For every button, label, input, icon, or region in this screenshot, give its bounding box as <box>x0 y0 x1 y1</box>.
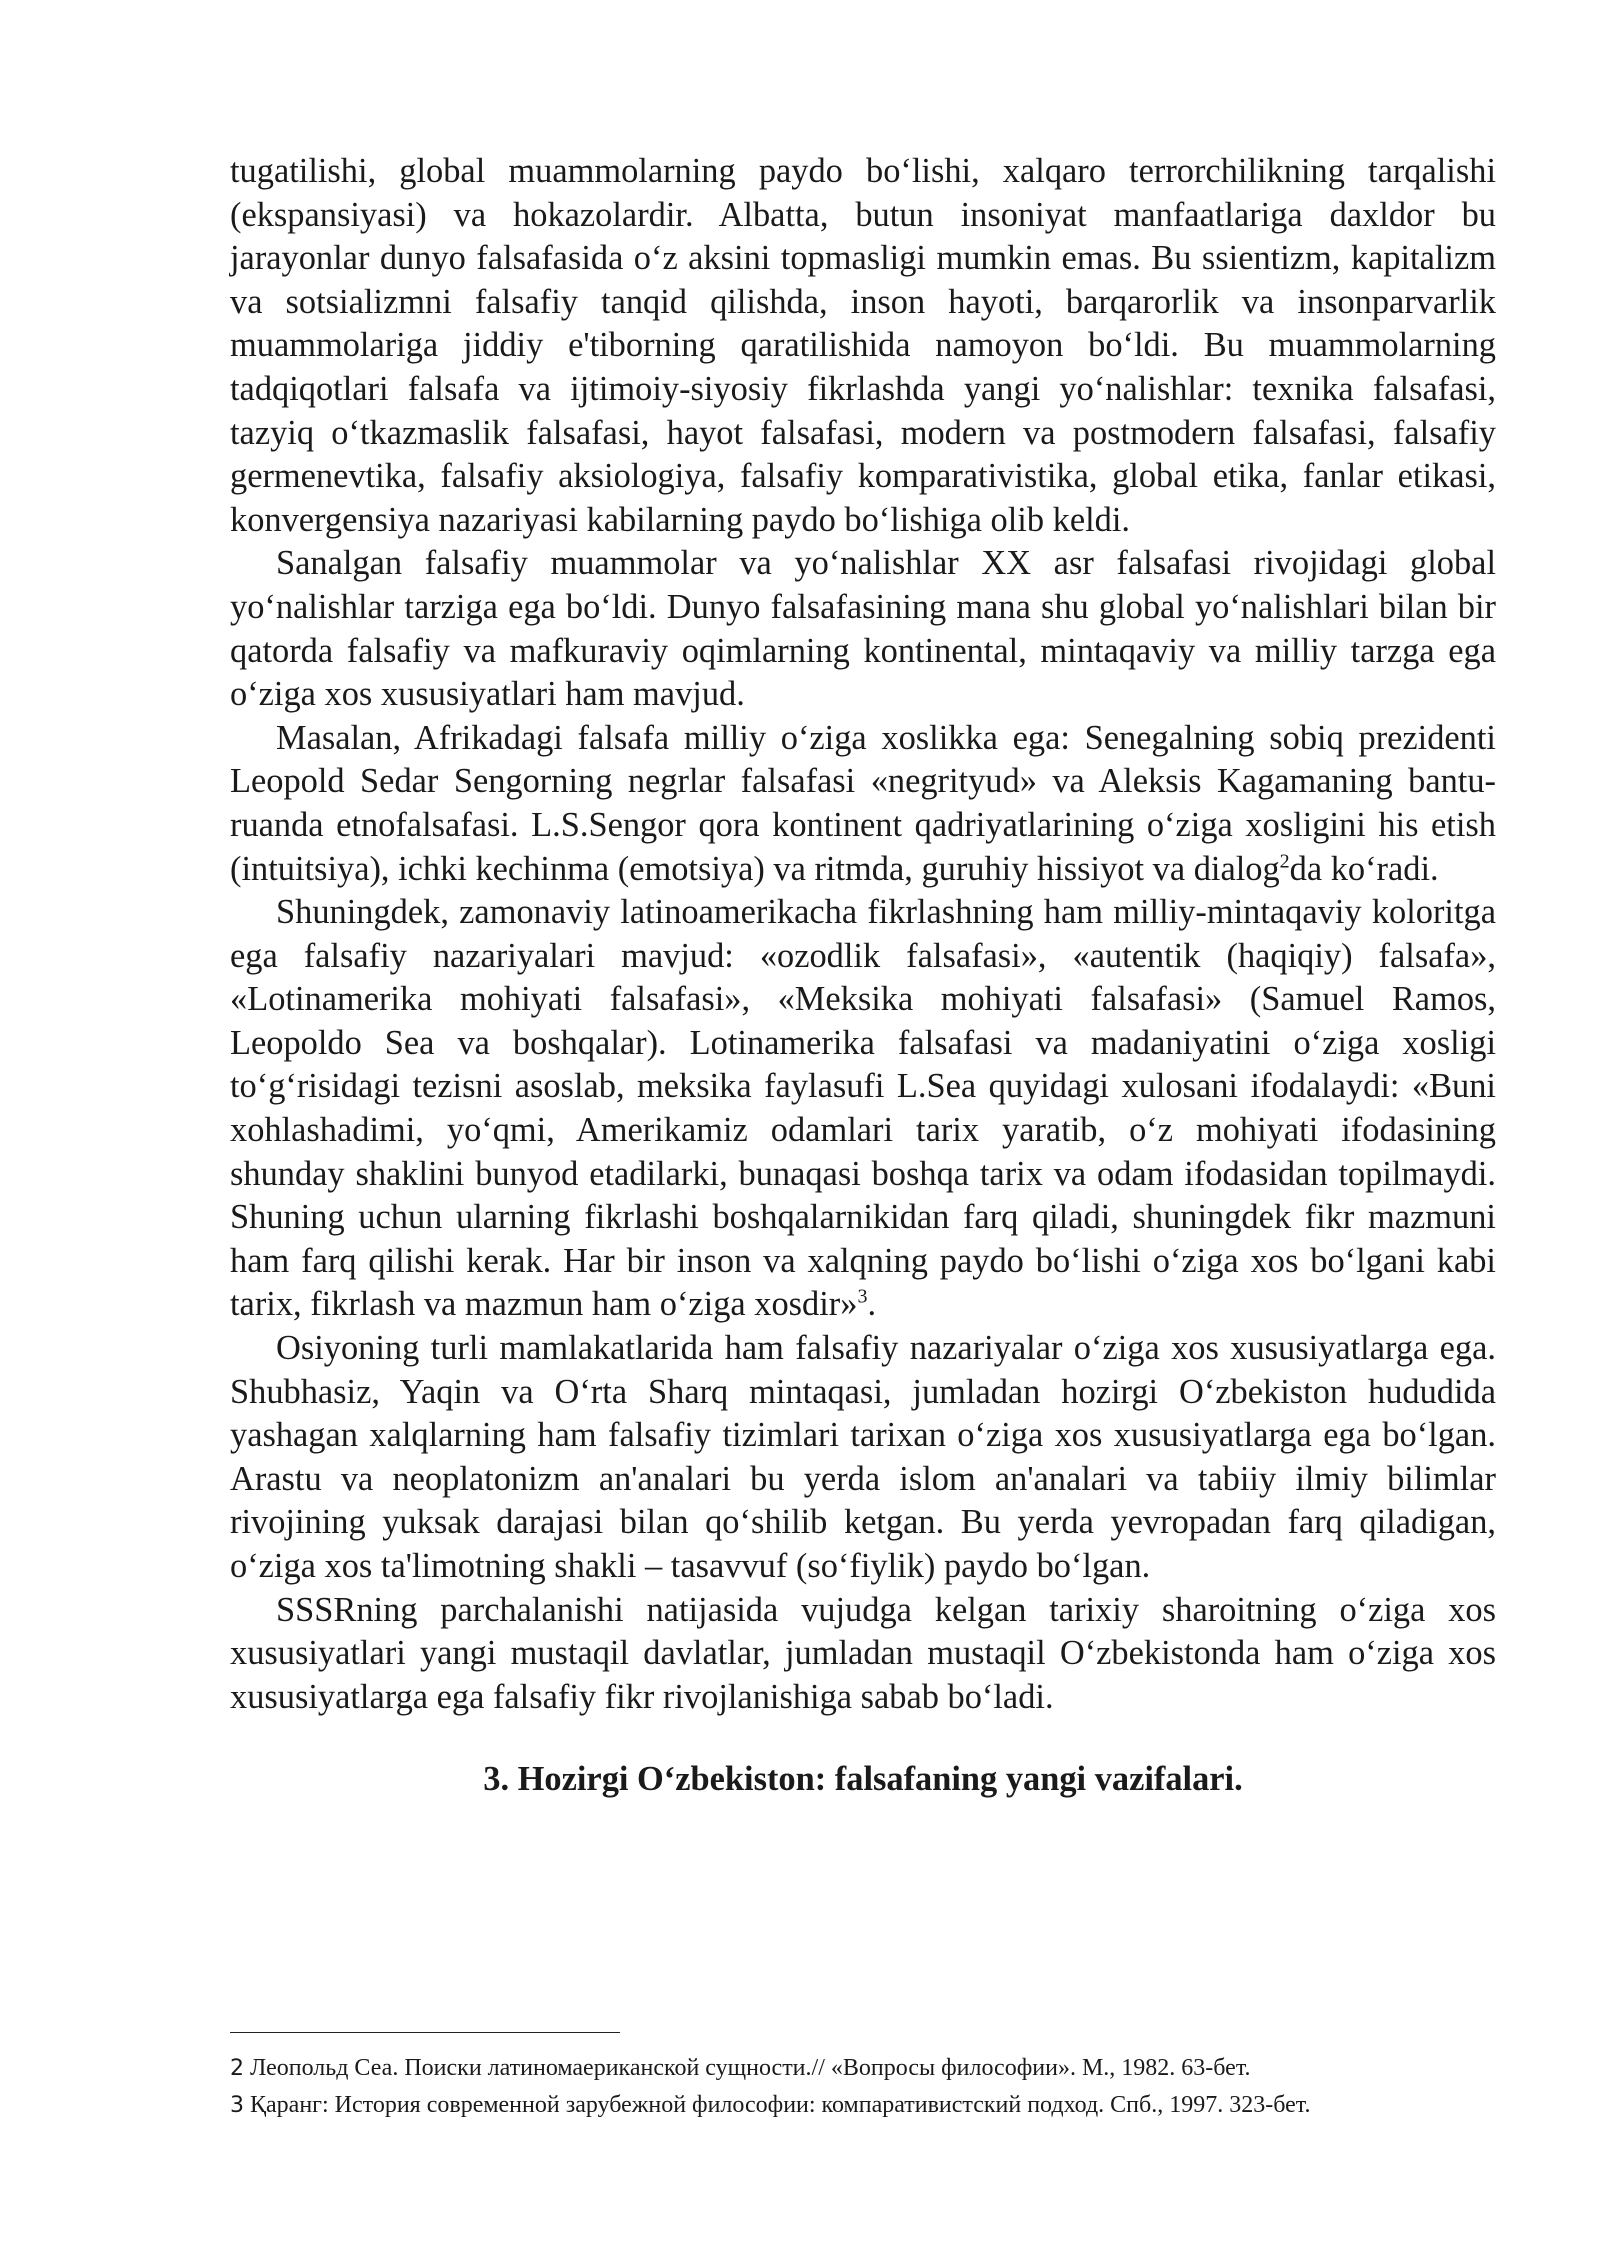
footnote-divider <box>230 2032 620 2033</box>
section-heading: 3. Hozirgi O‘zbekiston: falsafaning yangi vazifalari. <box>483 1760 1243 1799</box>
footnotes <box>230 2050 1496 2124</box>
paragraph-4-text-end: . <box>867 1285 877 1324</box>
paragraph-2: Sanalgan falsafiy muammolar va yo‘nalishlar XX asr falsafasi rivojidagi global yo‘nalishlar tarziga ega bo‘ldi. Dunyo falsafasining mana shu global yo‘nalishlari bilan bir qatorda falsafiy va mafkuraviy oqimlarning kontinental, mintaqaviy va milliy tarzga ega o‘ziga xos xususiyatlari ham mavjud. <box>230 544 1496 714</box>
footnote-3 <box>230 2087 1496 2124</box>
paragraph-3 <box>230 717 1496 891</box>
paragraph-3-text: Masalan, Afrikadagi falsafa milliy o‘ziga xoslikka ega: Senegalning sobiq prezidenti Leopold Sedar Sengorning negrlar falsafasi «negrityud» va Aleksis Kagamaning bantu-ruanda etnofalsafasi. L.S.Sengor qora kontinent qadriyatlarining o‘ziga xosligini his etish (intuitsiya), ichki kechinma (emotsiya) va ritmda, guruhiy hissiyot va dialog <box>230 718 1496 888</box>
footnote-ref-2[interactable]: 2 <box>1279 850 1290 873</box>
footnote-number: 2 <box>230 2056 244 2081</box>
paragraph-1: tugatilishi, global muammolarning paydo bo‘lishi, xalqaro terrorchilikning tarqalishi (ekspansiyasi) va hokazolardir. Albatta, butun insoniyat manfaatlariga daxldor bu jarayonlar dunyo falsafasida o‘z aksini topmasligi mumkin emas. Bu ssientizm, kapitalizm va sotsializmni falsafiy tanqid qilishda, inson hayoti, barqarorlik va insonparvarlik muammolariga jiddiy e'tiborning qaratilishida namoyon bo‘ldi. Bu muammolarning tadqiqotlari falsafa va ijtimoiy-siyosiy fikrlashda yangi yo‘nalishlar: texnika falsafasi, tazyiq o‘tkazmaslik falsafasi, hayot falsafasi, modern va postmodern falsafasi, falsafiy germenevtika, falsafiy aksiologiya, falsafiy komparativistika, global etika, fanlar etikasi, konvergensiya nazariyasi kabilarning paydo bo‘lishiga olib keldi. <box>230 152 1496 539</box>
paragraph-5: Osiyoning turli mamlakatlarida ham falsafiy nazariyalar o‘ziga xos xususiyatlarga ega. Shubhasiz, Yaqin va O‘rta Sharq mintaqasi, jumladan hozirgi O‘zbekiston hududida yashagan xalqlarning ham falsafiy tizimlari tarixan o‘ziga xos xususiyatlarga ega bo‘lgan. Arastu va neoplatonizm an'analari bu yerda islom an'analari va tabiiy ilmiy bilimlar rivojining yuksak darajasi bilan qo‘shilib ketgan. Bu yerda yevropadan farq qiladigan, o‘ziga xos ta'limotning shakli – tasavvuf (so‘fiylik) paydo bo‘lgan. <box>230 1329 1496 1585</box>
paragraph-6: SSSRning parchalanishi natijasida vujudga kelgan tarixiy sharoitning o‘ziga xos xususiyatlari yangi mustaqil davlatlar, jumladan mustaqil O‘zbekistonda ham o‘ziga xos xususiyatlarga ega falsafiy fikr rivojlanishiga sabab bo‘ladi. <box>230 1590 1496 1716</box>
footnote-text: Қаранг: История современной зарубежной философии: компаративистский подход. Спб., 1997. 323-бет. <box>250 2092 1311 2118</box>
footnote-number: 3 <box>230 2093 244 2118</box>
paragraph-4-text: Shuningdek, zamonaviy latinoamerikacha fikrlashning ham milliy-mintaqaviy koloritga ega falsafiy nazariyalari mavjud: «ozodlik falsafasi», «autentik (haqiqiy) falsafa», «Lotinamerika mohiyati falsafasi», «Meksika mohiyati falsafasi» (Samuel Ramos, Leopoldo Sea va boshqalar). Lotinamerika falsafasi va madaniyatini o‘ziga xosligi to‘g‘risidagi tezisni asoslab, meksika faylasufi L.Sea quyidagi xulosani ifodalaydi: «Buni xohlashadimi, yo‘qmi, Amerikamiz odamlari tarix yaratib, o‘z mohiyati ifodasining shunday shaklini bunyod etadilarki, bunaqasi boshqa tarix va odam ifodasidan topilmaydi. Shuning uchun ularning fikrlashi boshqalarnikidan farq qiladi, shuningdek fikr mazmuni ham farq qilishi kerak. Har bir inson va xalqning paydo bo‘lishi o‘ziga xos bo‘lgani kabi tarix, fikrlash va mazmun ham o‘ziga xosdir» <box>230 893 1496 1324</box>
page-body <box>230 150 1496 1801</box>
paragraph-3-text-end: da ko‘radi. <box>1289 849 1439 888</box>
footnote-text: Леопольд Сеа. Поиски латиномаериканской сущности.// «Вопросы философии». М., 1982. 63-бет. <box>250 2055 1251 2081</box>
paragraph-4 <box>230 891 1496 1327</box>
footnote-2 <box>230 2050 1496 2087</box>
footnote-ref-3[interactable]: 3 <box>857 1285 868 1308</box>
